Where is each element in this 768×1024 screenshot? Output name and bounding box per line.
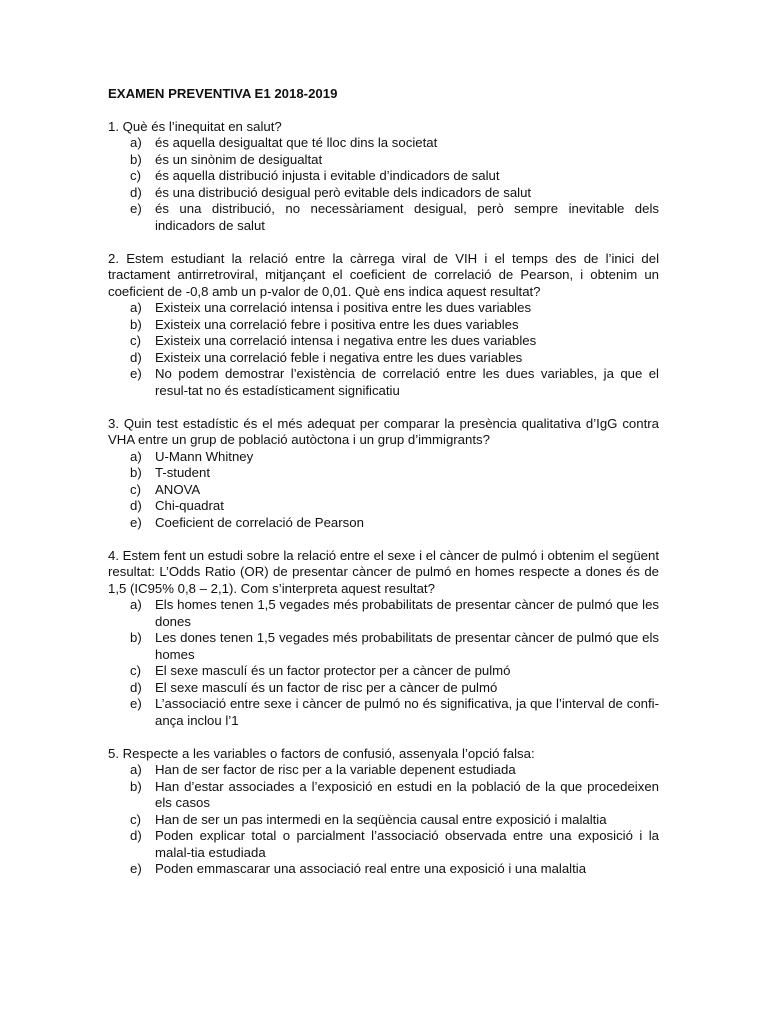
question-text: 1. Què és l’inequitat en salut? xyxy=(108,118,282,134)
answer-option xyxy=(108,201,659,234)
answer-option xyxy=(108,597,659,630)
question-5 xyxy=(108,746,659,878)
option-text: és una distribució desigual però evitable dels indicadors de salut xyxy=(155,184,532,200)
answer-option xyxy=(108,828,659,861)
answer-option xyxy=(108,350,659,367)
option-text: Poden emmascarar una associació real entre una exposició i una malaltia xyxy=(155,861,587,876)
option-letter: e) xyxy=(130,201,142,216)
answer-option xyxy=(108,449,659,466)
answer-option xyxy=(108,498,659,515)
option-text: Existeix una correlació febre i positiva entre les dues variables xyxy=(155,316,519,332)
question-list xyxy=(108,119,659,878)
option-letter: d) xyxy=(130,349,142,365)
option-letter: a) xyxy=(130,448,142,464)
answer-option xyxy=(108,779,659,812)
option-text: Els homes tenen 1,5 vegades més probabilitats de presentar càncer de pulmó que les dones xyxy=(155,597,659,629)
option-text: Existeix una correlació intensa i positiva entre les dues variables xyxy=(155,300,532,315)
option-text: és un sinònim de desigualtat xyxy=(155,151,323,167)
exam-document xyxy=(108,86,659,894)
option-text: Poden explicar total o parcialment l’associació observada entre una exposició i la malal-tia estudiada xyxy=(155,828,659,860)
option-letter: a) xyxy=(130,597,142,612)
answer-option xyxy=(108,366,659,399)
option-text: Existeix una correlació feble i negativa entre les dues variables xyxy=(155,349,523,365)
option-letter: c) xyxy=(130,333,141,348)
option-text: U-Mann Whitney xyxy=(155,448,254,464)
option-text: Chi-quadrat xyxy=(155,498,224,513)
answer-option xyxy=(108,663,659,680)
option-letter: d) xyxy=(130,184,142,200)
option-letter: c) xyxy=(130,811,141,827)
option-text: Han de ser un pas intermedi en la seqüència causal entre exposició i malaltia xyxy=(155,811,607,827)
question-4 xyxy=(108,548,659,730)
option-letter: e) xyxy=(130,696,142,711)
option-letter: b) xyxy=(130,316,142,332)
option-letter: e) xyxy=(130,861,142,876)
option-letter: d) xyxy=(130,679,142,695)
option-list xyxy=(108,597,659,729)
option-text: L’associació entre sexe i càncer de pulmó no és significativa, ja que l’interval de confi-ança inclou l’1 xyxy=(155,696,659,728)
answer-option xyxy=(108,465,659,482)
answer-option xyxy=(108,482,659,499)
option-text: El sexe masculí és un factor protector per a càncer de pulmó xyxy=(155,663,511,678)
option-text: T-student xyxy=(155,465,210,480)
option-letter: d) xyxy=(130,498,142,513)
answer-option xyxy=(108,630,659,663)
option-letter: b) xyxy=(130,778,142,794)
question-text: 4. Estem fent un estudi sobre la relació entre el sexe i el càncer de pulmó i obtenim el següent resultat: L’Odds Ratio (OR) de presentar càncer de pulmó en homes respecte a dones és de 1,5 (IC95% 0,8 – 2,1). Com s’interpreta aquest resultat? xyxy=(108,547,659,596)
option-text: Han de ser factor de risc per a la variable depenent estudiada xyxy=(155,762,516,777)
question-text: 3. Quin test estadístic és el més adequat per comparar la presència qualitativa d’IgG contra VHA entre un grup de població autòctona i un grup d’immigrants? xyxy=(108,415,659,447)
option-text: és aquella distribució injusta i evitable d’indicadors de salut xyxy=(155,168,500,183)
option-letter: e) xyxy=(130,366,142,381)
answer-option xyxy=(108,812,659,829)
option-letter: b) xyxy=(130,465,142,480)
option-text: és una distribució, no necessàriament desigual, però sempre inevitable dels indicadors de salut xyxy=(155,201,659,233)
answer-option xyxy=(108,185,659,202)
answer-option xyxy=(108,300,659,317)
option-text: Coeficient de correlació de Pearson xyxy=(155,514,364,530)
option-text: No podem demostrar l’existència de correlació entre les dues variables, ja que el resul-tat no és estadísticament significatiu xyxy=(155,366,659,398)
option-text: Existeix una correlació intensa i negativa entre les dues variables xyxy=(155,333,537,348)
option-letter: b) xyxy=(130,151,142,167)
answer-option xyxy=(108,168,659,185)
option-list xyxy=(108,300,659,399)
option-text: ANOVA xyxy=(155,481,201,497)
option-letter: a) xyxy=(130,300,142,315)
option-list xyxy=(108,762,659,878)
option-letter: a) xyxy=(130,762,142,777)
option-text: Les dones tenen 1,5 vegades més probabilitats de presentar càncer de pulmó que els homes xyxy=(155,630,659,662)
option-letter: d) xyxy=(130,828,142,843)
option-text: és aquella desigualtat que té lloc dins la societat xyxy=(155,135,438,150)
option-letter: e) xyxy=(130,514,142,530)
answer-option xyxy=(108,861,659,878)
option-letter: b) xyxy=(130,630,142,645)
option-letter: c) xyxy=(130,481,141,497)
question-text: 5. Respecte a les variables o factors de confusió, assenyala l’opció falsa: xyxy=(108,745,535,761)
answer-option xyxy=(108,152,659,169)
option-letter: c) xyxy=(130,663,141,678)
answer-option xyxy=(108,317,659,334)
answer-option xyxy=(108,135,659,152)
answer-option xyxy=(108,762,659,779)
option-text: Han d’estar associades a l’exposició en estudi en la població de la que procedeixen els casos xyxy=(155,778,659,810)
answer-option xyxy=(108,680,659,697)
question-text: 2. Estem estudiant la relació entre la càrrega viral de VIH i el temps des de l’inici del tractament antirretroviral, mitjançant el coeficient de correlació de Pearson, i obtenim un coeficient de -0,8 amb un p-valor de 0,01. Què ens indica aquest resultat? xyxy=(108,250,659,299)
question-1 xyxy=(108,119,659,235)
option-letter: a) xyxy=(130,135,142,150)
option-list xyxy=(108,135,659,234)
question-2 xyxy=(108,251,659,400)
document-title: EXAMEN PREVENTIVA E1 2018-2019 xyxy=(108,86,338,101)
option-text: El sexe masculí és un factor de risc per a càncer de pulmó xyxy=(155,679,498,695)
answer-option xyxy=(108,515,659,532)
option-letter: c) xyxy=(130,168,141,183)
answer-option xyxy=(108,333,659,350)
answer-option xyxy=(108,696,659,729)
option-list xyxy=(108,449,659,532)
question-3 xyxy=(108,416,659,532)
